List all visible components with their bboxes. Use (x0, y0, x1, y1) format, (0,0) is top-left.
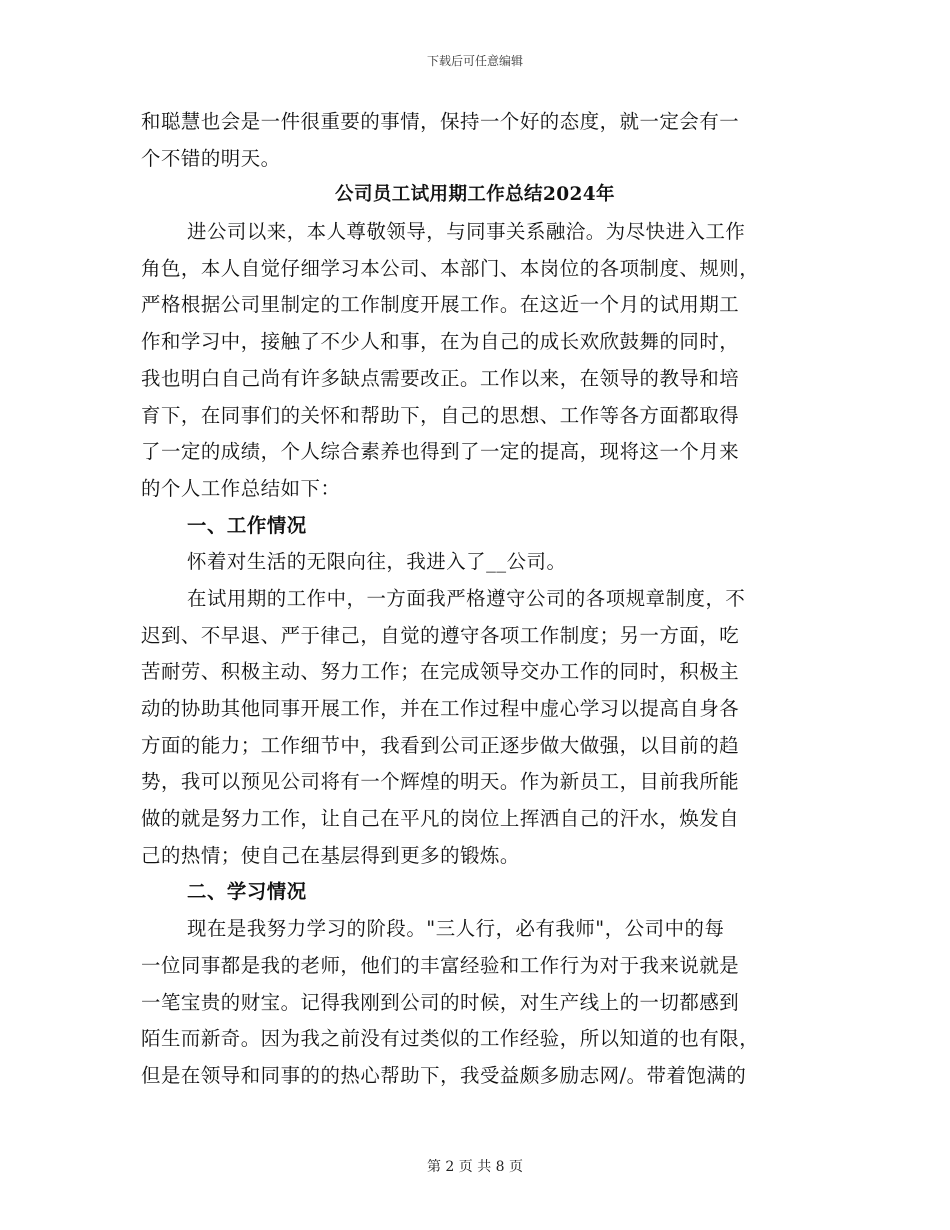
document-title: 公司员工试用期工作总结2024年 (335, 184, 615, 206)
section-heading-work: 一、工作情况 (187, 513, 307, 537)
text-line: 但是在领导和同事的的热心帮助下，我受益颇多励志网/。带着饱满的 (141, 1063, 747, 1087)
paragraph-start: 在试用期的工作中，一方面我严格遵守公司的各项规章制度，不 (187, 586, 746, 610)
page-header-note: 下载后可任意编辑 (426, 54, 523, 68)
page-number-footer: 第 2 页 共 8 页 (426, 1159, 524, 1175)
document-body (141, 104, 809, 1095)
text-line: 育下，在同事们的关怀和帮助下，自己的思想、工作等各方面都取得 (141, 403, 740, 427)
text-line: 的个人工作总结如下： (141, 476, 341, 500)
text-line: 作和学习中，接触了不少人和事，在为自己的成长欢欣鼓舞的同时， (141, 330, 740, 354)
text-line: 了一定的成绩，个人综合素养也得到了一定的提高，现将这一个月来 (141, 440, 740, 464)
section-heading-study: 二、学习情况 (187, 880, 307, 904)
text-line: 个不错的明天。 (141, 146, 281, 170)
text-line: 己的热情；使自己在基层得到更多的锻炼。 (141, 843, 520, 867)
text-line: 动的协助其他同事开展工作，并在工作过程中虚心学习以提高自身各 (141, 697, 740, 720)
text-line: 方面的能力；工作细节中，我看到公司正逐步做大做强，以目前的趋 (141, 733, 740, 757)
paragraph-start: 现在是我努力学习的阶段。"三人行，必有我师"，公司中的每 (187, 917, 725, 941)
text-line: 做的就是努力工作，让自己在平凡的岗位上挥洒自己的汗水，焕发自 (141, 807, 740, 831)
text-line: 迟到、不早退、严于律己，自觉的遵守各项工作制度；另一方面，吃 (141, 623, 740, 647)
paragraph-start: 怀着对生活的无限向往，我进入了__公司。 (187, 550, 567, 574)
text-line: 严格根据公司里制定的工作制度开展工作。在这近一个月的试用期工 (141, 293, 740, 317)
text-line: 势，我可以预见公司将有一个辉煌的明天。作为新员工，目前我所能 (141, 770, 740, 794)
text-line: 角色，本人自觉仔细学习本公司、本部门、本岗位的各项制度、规则， (141, 256, 760, 280)
text-line: 苦耐劳、积极主动、努力工作；在完成领导交办工作的同时，积极主 (141, 660, 740, 684)
paragraph-start: 进公司以来，本人尊敬领导，与同事关系融洽。为尽快进入工作 (187, 220, 746, 244)
text-line: 陌生而新奇。因为我之前没有过类似的工作经验，所以知道的也有限， (141, 1027, 760, 1051)
text-line: 一笔宝贵的财宝。记得我刚到公司的时候，对生产线上的一切都感到 (141, 990, 740, 1014)
text-line: 一位同事都是我的老师，他们的丰富经验和工作行为对于我来说就是 (141, 953, 740, 977)
text-line: 和聪慧也会是一件很重要的事情，保持一个好的态度，就一定会有一 (141, 110, 740, 133)
text-line: 我也明白自己尚有许多缺点需要改正。工作以来，在领导的教导和培 (141, 366, 740, 390)
